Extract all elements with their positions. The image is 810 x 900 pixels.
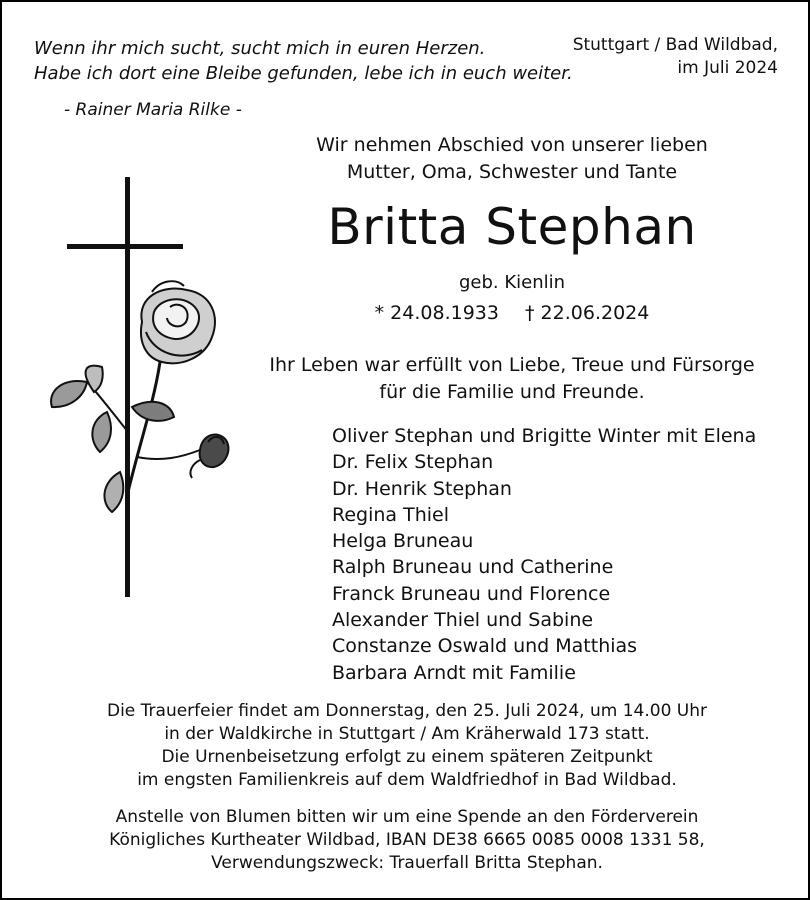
quote-line-2: Habe ich dort eine Bleibe gefunden, lebe ich in euch weiter. xyxy=(34,63,573,84)
cross-with-rose-icon xyxy=(42,172,262,602)
donation-info xyxy=(2,806,810,875)
mourner: Oliver Stephan und Brigitte Winter mit Elena xyxy=(332,425,757,447)
mourner: Ralph Bruneau und Catherine xyxy=(332,556,614,579)
ceremony-line-3: Die Urnenbeisetzung erfolgt zu einem späteren Zeitpunkt xyxy=(161,747,653,767)
birth-date: * 24.08.1933 xyxy=(374,302,499,324)
deceased-name: Britta Stephan xyxy=(327,198,697,256)
mourner: Constanze Oswald und Matthias xyxy=(332,635,638,658)
date: im Juli 2024 xyxy=(677,58,778,78)
intro-text xyxy=(262,132,762,186)
ceremony-line-1: Die Trauerfeier findet am Donnerstag, den 25. Juli 2024, um 14.00 Uhr xyxy=(106,701,707,721)
mourner: Alexander Thiel und Sabine xyxy=(332,609,594,632)
mourner: Dr. Felix Stephan xyxy=(332,451,494,474)
intro-line-1: Wir nehmen Abschied von unserer lieben xyxy=(316,134,708,156)
intro-line-2: Mutter, Oma, Schwester und Tante xyxy=(346,161,678,183)
death-date: † 22.06.2024 xyxy=(525,302,650,324)
mourner: Helga Bruneau xyxy=(332,530,474,553)
mourner: Franck Bruneau und Florence xyxy=(332,582,611,605)
mourner: Regina Thiel xyxy=(332,503,449,526)
donation-line-3: Verwendungszweck: Trauerfall Britta Stephan. xyxy=(211,853,603,873)
donation-line-1: Anstelle von Blumen bitten wir um eine Spende an den Förderverein xyxy=(115,807,699,827)
tribute-line-2: für die Familie und Freunde. xyxy=(379,381,645,403)
quote-line-1: Wenn ihr mich sucht, sucht mich in euren Herzen. xyxy=(34,38,486,59)
ceremony-line-4: im engsten Familienkreis auf dem Waldfriedhof in Bad Wildbad. xyxy=(137,770,677,790)
rilke-quote xyxy=(34,36,573,86)
quote-author: - Rainer Maria Rilke - xyxy=(64,100,242,120)
donation-line-2: Königliches Kurtheater Wildbad, IBAN DE38 6665 0085 0008 1331 58, xyxy=(109,830,705,850)
birth-name: geb. Kienlin xyxy=(458,272,566,293)
mourner: Dr. Henrik Stephan xyxy=(332,477,512,500)
tribute-line-1: Ihr Leben war erfüllt von Liebe, Treue und Fürsorge xyxy=(269,354,755,376)
ceremony-info xyxy=(2,700,810,792)
mourners-list xyxy=(332,423,756,686)
place-date xyxy=(573,34,778,80)
tribute-text xyxy=(262,352,762,406)
mourner: Barbara Arndt mit Familie xyxy=(332,661,576,684)
place: Stuttgart / Bad Wildbad, xyxy=(572,35,778,55)
life-dates xyxy=(262,302,762,324)
ceremony-line-2: in der Waldkirche in Stuttgart / Am Kräherwald 173 statt. xyxy=(164,724,650,744)
